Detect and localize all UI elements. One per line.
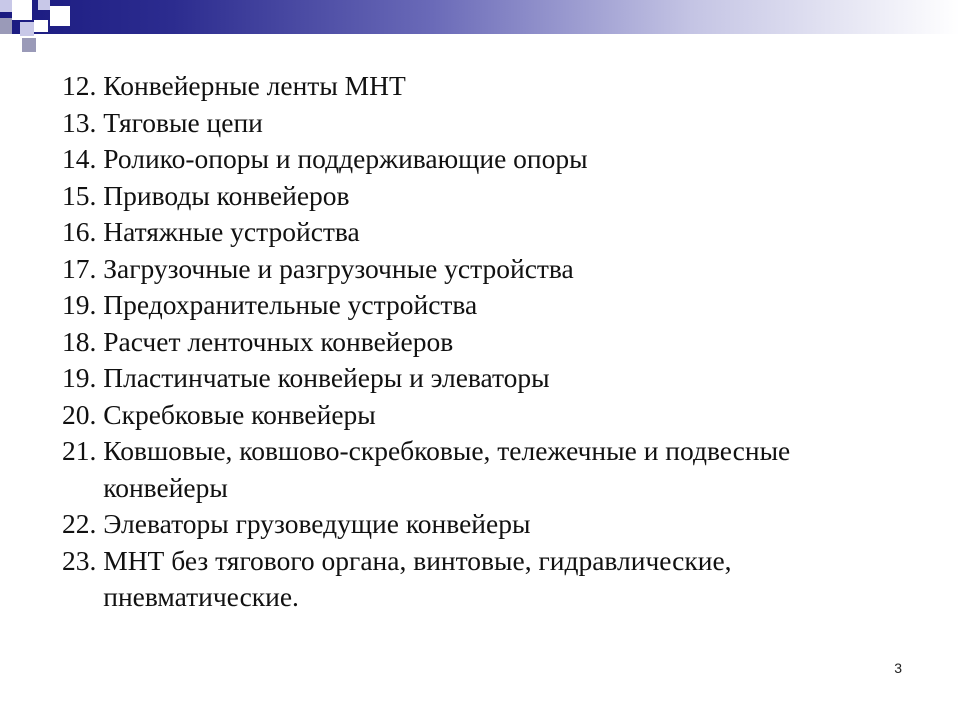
item-number: 12.: [62, 70, 97, 101]
list-item: [62, 324, 922, 361]
item-number: 23.: [62, 544, 97, 576]
item-number: 19.: [62, 289, 97, 320]
item-number: 21.: [62, 435, 97, 466]
item-number: 20.: [62, 398, 97, 430]
item-number: 13.: [62, 106, 97, 138]
item-text: Элеваторы грузоведущие конвейеры: [103, 508, 531, 539]
list-item: [62, 68, 922, 105]
item-number: 15.: [62, 179, 97, 211]
decor-square: [0, 18, 12, 34]
decor-square: [50, 6, 70, 26]
list-item: [62, 178, 922, 215]
item-text: Конвейерные ленты МНТ: [103, 70, 406, 101]
item-text: Скребковые конвейеры: [103, 398, 376, 430]
page-number: 3: [894, 660, 902, 676]
item-text: Загрузочные и разгрузочные устройства: [103, 252, 574, 284]
decor-square: [12, 0, 32, 20]
item-text: Ковшовые, ковшово-скребковые, тележечные и подвесные конвейеры: [103, 435, 791, 503]
list-item: [62, 214, 922, 251]
header-gradient-bar: [0, 0, 960, 34]
item-number: 16.: [62, 216, 97, 247]
item-number: 22.: [62, 508, 97, 539]
item-text: Ролико-опоры и поддерживающие опоры: [103, 143, 588, 174]
decor-square: [38, 0, 50, 10]
list-item: [62, 105, 922, 142]
item-text: Предохранительные устройства: [103, 289, 478, 320]
item-text: МНТ без тягового органа, винтовые, гидравлические, пневматические.: [103, 544, 732, 612]
decor-square: [22, 38, 36, 52]
item-text: Расчет ленточных конвейеров: [103, 325, 454, 357]
slide-content: [62, 68, 922, 616]
list-item: [62, 543, 922, 616]
item-text: Приводы конвейеров: [103, 179, 350, 211]
list-item: [62, 433, 922, 506]
list-item: [62, 251, 922, 288]
list-item: [62, 397, 922, 434]
list-item: [62, 360, 922, 397]
item-number: 14.: [62, 143, 97, 174]
decor-square: [20, 22, 34, 36]
item-text: Натяжные устройства: [103, 216, 360, 247]
decor-square: [0, 0, 12, 12]
list-item: [62, 287, 922, 324]
item-text: Пластинчатые конвейеры и элеваторы: [103, 362, 550, 393]
item-number: 19.: [62, 362, 97, 393]
decor-square: [34, 20, 48, 32]
item-number: 17.: [62, 252, 97, 284]
item-number: 18.: [62, 325, 97, 357]
item-text: Тяговые цепи: [103, 106, 263, 138]
list-item: [62, 506, 922, 543]
list-item: [62, 141, 922, 178]
